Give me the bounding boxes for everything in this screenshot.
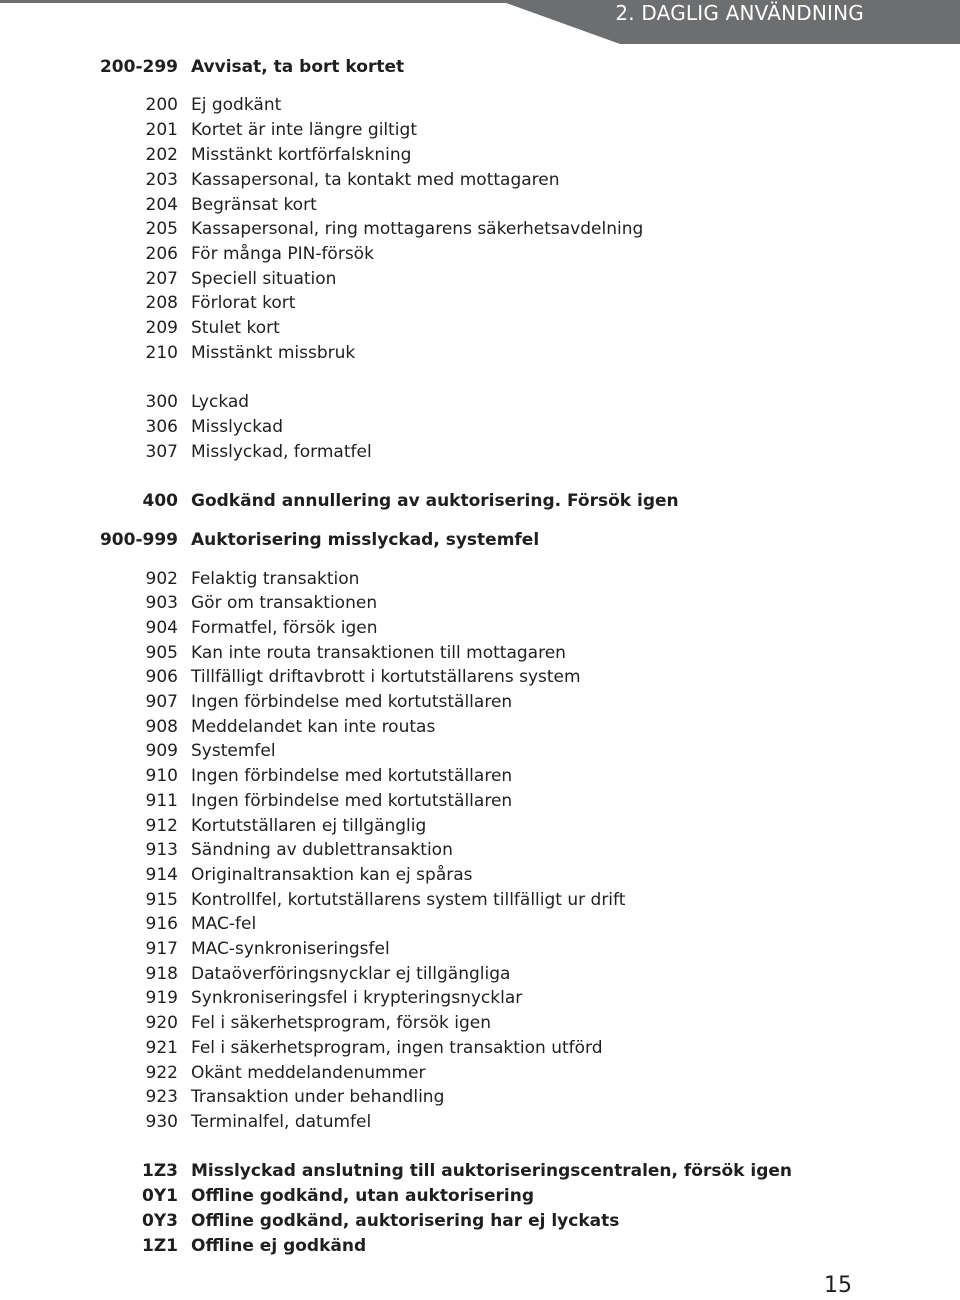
code-value: 307 bbox=[145, 442, 178, 462]
header-band bbox=[0, 0, 960, 44]
code-value: 920 bbox=[145, 1013, 178, 1033]
code-description: Fel i säkerhetsprogram, försök igen bbox=[191, 1013, 491, 1033]
code-value: 907 bbox=[145, 692, 178, 712]
code-value: 201 bbox=[145, 120, 178, 140]
code-description: Tillfälligt driftavbrott i kortutställarens system bbox=[191, 667, 581, 687]
code-description: Kan inte routa transaktionen till mottagaren bbox=[191, 643, 566, 663]
code-value: 917 bbox=[145, 939, 178, 959]
code-description: Formatfel, försök igen bbox=[191, 618, 378, 638]
code-description: Misslyckad anslutning till auktoriseringscentralen, försök igen bbox=[191, 1161, 793, 1181]
code-description: Misstänkt missbruk bbox=[191, 343, 356, 363]
code-value: 916 bbox=[145, 914, 178, 934]
code-description: Kortet är inte längre giltigt bbox=[191, 120, 417, 140]
code-value: 209 bbox=[145, 318, 178, 338]
code-description: Felaktig transaktion bbox=[191, 569, 360, 589]
code-description: Systemfel bbox=[191, 741, 276, 761]
code-value: 208 bbox=[145, 293, 178, 313]
code-value: 918 bbox=[145, 964, 178, 984]
code-description: Ingen förbindelse med kortutställaren bbox=[191, 766, 513, 786]
code-value: 207 bbox=[145, 269, 178, 289]
code-description: Speciell situation bbox=[191, 269, 337, 289]
code-value: 908 bbox=[145, 717, 178, 737]
code-value: 306 bbox=[145, 417, 178, 437]
code-value: 930 bbox=[145, 1112, 178, 1132]
code-value: 915 bbox=[145, 890, 178, 910]
code-value: 911 bbox=[145, 791, 178, 811]
code-description: Avvisat, ta bort kortet bbox=[191, 57, 405, 77]
code-description: Terminalfel, datumfel bbox=[191, 1112, 372, 1132]
code-description: Fel i säkerhetsprogram, ingen transaktion utförd bbox=[191, 1038, 603, 1058]
code-value: 202 bbox=[145, 145, 178, 165]
code-value: 912 bbox=[145, 816, 178, 836]
code-value: 300 bbox=[145, 392, 178, 412]
code-value: 903 bbox=[145, 593, 178, 613]
code-description: Misslyckad, formatfel bbox=[191, 442, 372, 462]
code-description: Offline godkänd, utan auktorisering bbox=[191, 1186, 534, 1206]
code-value: 906 bbox=[145, 667, 178, 687]
code-description: Godkänd annullering av auktorisering. Försök igen bbox=[191, 491, 679, 511]
code-value: 0Y1 bbox=[142, 1186, 178, 1206]
code-description: Misslyckad bbox=[191, 417, 283, 437]
code-value: 1Z3 bbox=[142, 1161, 178, 1181]
code-value: 204 bbox=[145, 195, 178, 215]
section-title: 2. DAGLIG ANVÄNDNING bbox=[615, 1, 864, 25]
code-value: 1Z1 bbox=[142, 1236, 178, 1256]
code-description: Begränsat kort bbox=[191, 195, 317, 215]
code-value: 200 bbox=[145, 95, 178, 115]
code-description: Ingen förbindelse med kortutställaren bbox=[191, 692, 513, 712]
code-description: Offline godkänd, auktorisering har ej lyckats bbox=[191, 1211, 620, 1231]
code-description: Okänt meddelandenummer bbox=[191, 1063, 426, 1083]
code-value: 921 bbox=[145, 1038, 178, 1058]
code-value: 922 bbox=[145, 1063, 178, 1083]
code-description: MAC-synkroniseringsfel bbox=[191, 939, 390, 959]
code-value: 913 bbox=[145, 840, 178, 860]
code-value: 904 bbox=[145, 618, 178, 638]
code-description: Offline ej godkänd bbox=[191, 1236, 367, 1256]
code-description: MAC-fel bbox=[191, 914, 257, 934]
code-description: För många PIN-försök bbox=[191, 244, 374, 264]
code-description: Kortutställaren ej tillgänglig bbox=[191, 816, 427, 836]
code-value: 0Y3 bbox=[142, 1211, 178, 1231]
code-value: 200-299 bbox=[99, 57, 178, 77]
code-value: 400 bbox=[142, 491, 178, 511]
code-value: 206 bbox=[145, 244, 178, 264]
code-description: Originaltransaktion kan ej spåras bbox=[191, 865, 473, 885]
code-value: 909 bbox=[145, 741, 178, 761]
code-value: 905 bbox=[145, 643, 178, 663]
code-description: Dataöverföringsnycklar ej tillgängliga bbox=[191, 964, 511, 984]
code-description: Auktorisering misslyckad, systemfel bbox=[191, 530, 540, 550]
code-value: 203 bbox=[145, 170, 178, 190]
code-description: Sändning av dublettransaktion bbox=[191, 840, 453, 860]
code-value: 919 bbox=[145, 988, 178, 1008]
code-value: 923 bbox=[145, 1087, 178, 1107]
code-description: Lyckad bbox=[191, 392, 250, 412]
code-description: Transaktion under behandling bbox=[191, 1087, 445, 1107]
code-description: Meddelandet kan inte routas bbox=[191, 717, 436, 737]
code-value: 910 bbox=[145, 766, 178, 786]
code-description: Kontrollfel, kortutställarens system tillfälligt ur drift bbox=[191, 890, 626, 910]
code-value: 902 bbox=[145, 569, 178, 589]
code-value: 900-999 bbox=[99, 530, 178, 550]
code-description: Förlorat kort bbox=[191, 293, 296, 313]
code-description: Kassapersonal, ta kontakt med mottagaren bbox=[191, 170, 560, 190]
code-description: Ingen förbindelse med kortutställaren bbox=[191, 791, 513, 811]
code-description: Ej godkänt bbox=[191, 95, 282, 115]
page-number: 15 bbox=[824, 1273, 852, 1298]
code-description: Synkroniseringsfel i krypteringsnycklar bbox=[191, 988, 523, 1008]
code-description: Stulet kort bbox=[191, 318, 280, 338]
code-value: 210 bbox=[145, 343, 178, 363]
code-description: Misstänkt kortförfalskning bbox=[191, 145, 412, 165]
code-value: 205 bbox=[145, 219, 178, 239]
code-value: 914 bbox=[145, 865, 178, 885]
code-description: Gör om transaktionen bbox=[191, 593, 378, 613]
code-description: Kassapersonal, ring mottagarens säkerhetsavdelning bbox=[191, 219, 644, 239]
